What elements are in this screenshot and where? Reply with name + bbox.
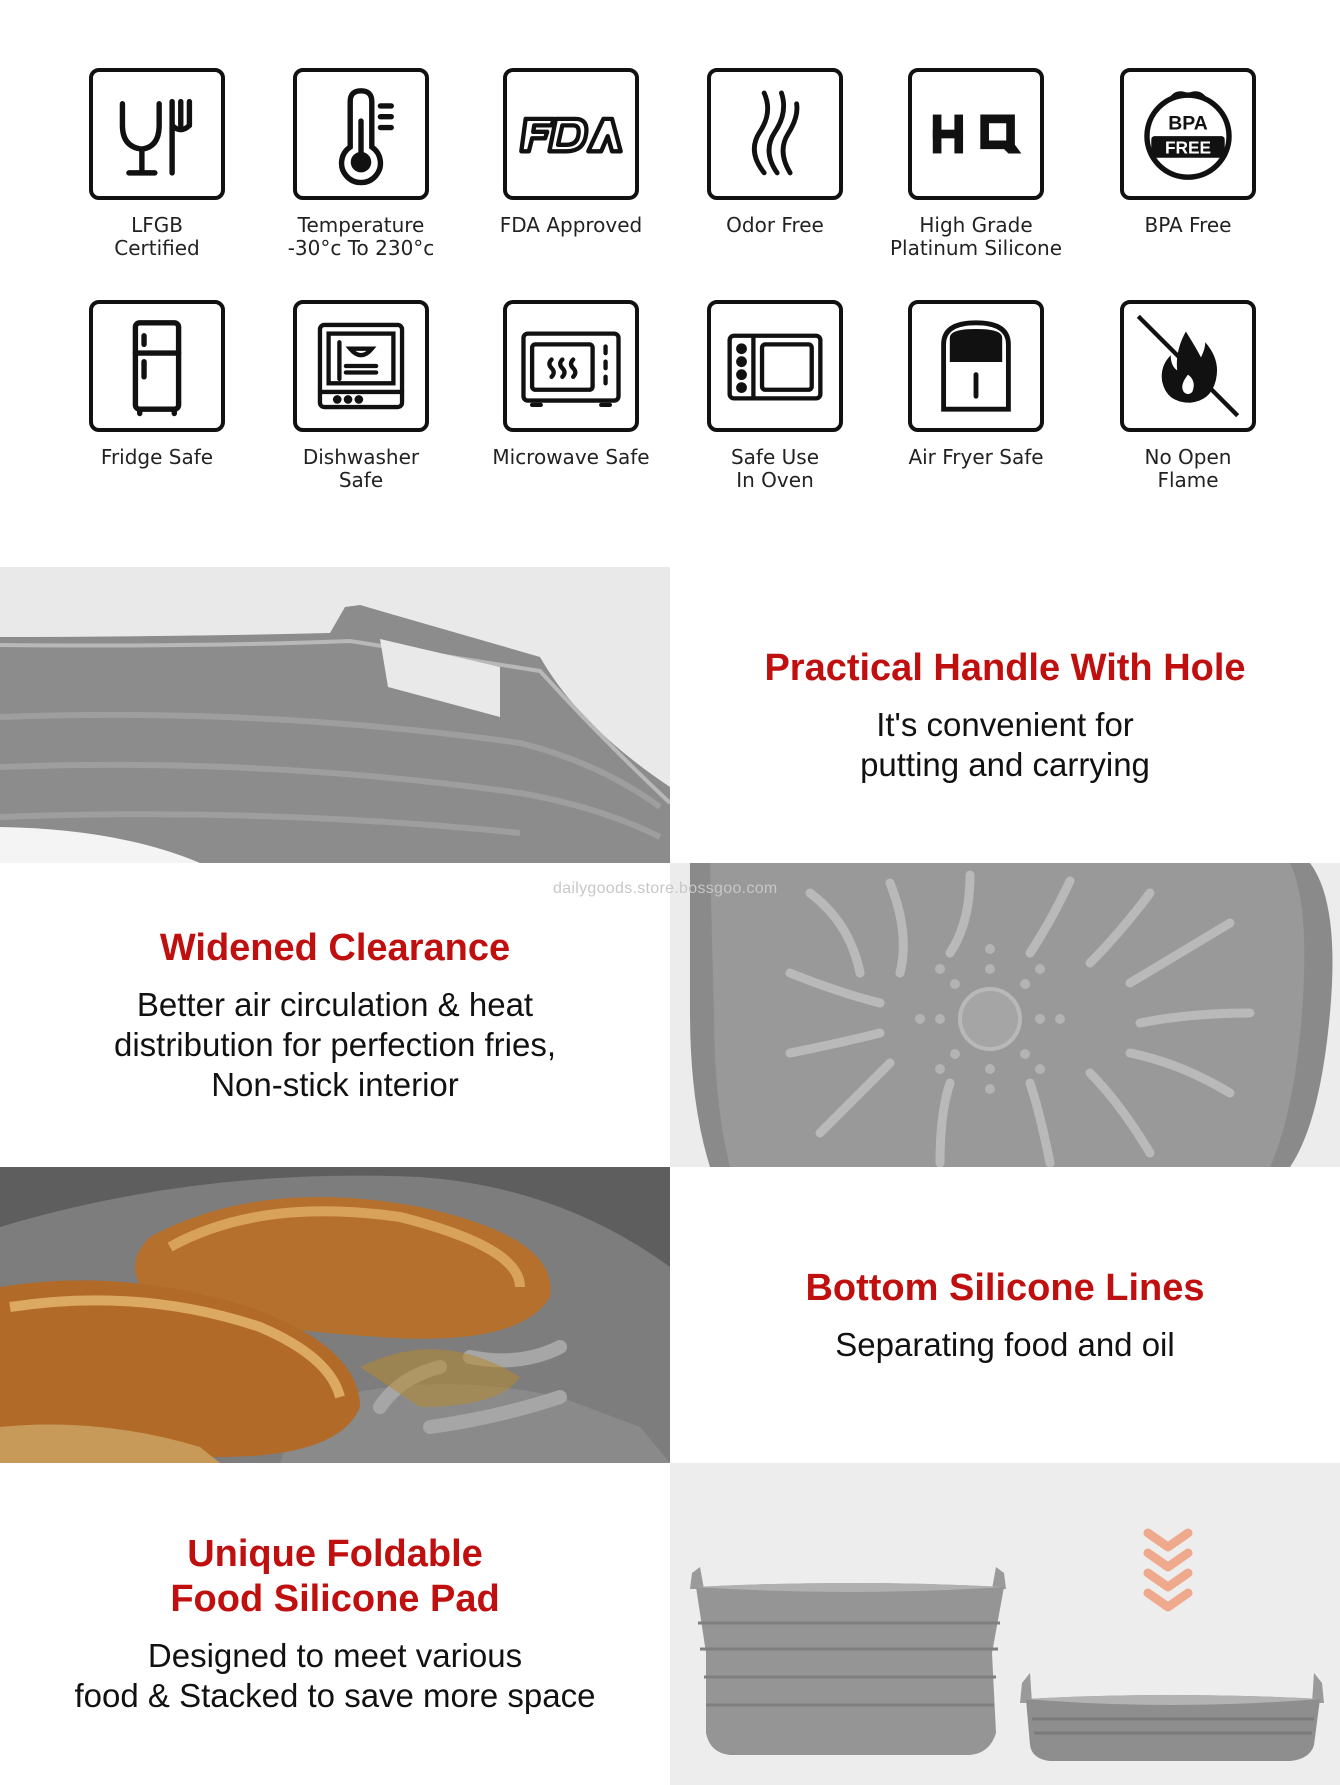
clearance-text bbox=[0, 863, 670, 1167]
badge-lfgb bbox=[57, 68, 257, 260]
chicken-photo bbox=[0, 1167, 670, 1463]
badge-label: FDA Approved bbox=[499, 213, 643, 237]
feature-description: Separating food and oil bbox=[835, 1325, 1175, 1363]
dishwasher-icon bbox=[307, 312, 415, 420]
badge-label: BPA Free bbox=[1144, 213, 1232, 237]
clearance-photo-illustration bbox=[670, 863, 1340, 1167]
badge-air-fryer-safe bbox=[876, 300, 1076, 469]
badge-bpa-free bbox=[1088, 68, 1288, 237]
badge-label: Fridge Safe bbox=[100, 445, 214, 469]
watermark-text: dailygoods.store.bossgoo.com bbox=[553, 880, 778, 897]
badge-no-open-flame bbox=[1088, 300, 1288, 492]
feature-title: Practical Handle With Hole bbox=[764, 646, 1246, 689]
feature-clearance-row bbox=[0, 863, 1340, 1167]
badge-label: Microwave Safe bbox=[492, 445, 650, 469]
badge-microwave-safe bbox=[471, 300, 671, 469]
feature-silicone-lines-row bbox=[0, 1167, 1340, 1463]
feature-foldable-row bbox=[0, 1463, 1340, 1785]
chicken-photo-illustration bbox=[0, 1167, 670, 1463]
fridge-icon bbox=[103, 312, 211, 420]
feature-title: Bottom Silicone Lines bbox=[805, 1266, 1205, 1309]
fda-logo-icon bbox=[517, 80, 625, 188]
feature-description: It's convenient for putting and carrying bbox=[860, 705, 1150, 783]
cutlery-glass-icon bbox=[103, 80, 211, 188]
feature-description: Designed to meet various food & Stacked to save more space bbox=[74, 1637, 596, 1714]
foldable-photo-illustration bbox=[670, 1463, 1340, 1785]
badge-label: Odor Free bbox=[726, 213, 824, 237]
handle-photo-illustration bbox=[0, 567, 670, 863]
thermometer-icon bbox=[307, 80, 415, 188]
badge-oven-safe bbox=[675, 300, 875, 492]
certification-grid bbox=[0, 0, 1340, 560]
oven-icon bbox=[721, 312, 829, 420]
hq-icon bbox=[922, 80, 1030, 188]
badge-label: Temperature -30°c To 230°c bbox=[287, 213, 435, 260]
badge-fridge-safe bbox=[57, 300, 257, 469]
badge-label: Air Fryer Safe bbox=[908, 445, 1044, 469]
silicone-lines-text bbox=[670, 1167, 1340, 1463]
bpa-free-seal-icon bbox=[1134, 80, 1242, 188]
badge-label: High Grade Platinum Silicone bbox=[889, 213, 1063, 260]
feature-title: Widened Clearance bbox=[159, 926, 511, 969]
no-flame-icon bbox=[1134, 312, 1242, 420]
badge-label: No Open Flame bbox=[1144, 445, 1232, 492]
feature-handle-row bbox=[0, 567, 1340, 863]
handle-photo bbox=[0, 567, 670, 863]
badge-odor-free bbox=[675, 68, 875, 237]
odor-waves-icon bbox=[721, 80, 829, 188]
badge-label: Dishwasher Safe bbox=[302, 445, 420, 492]
feature-description: Better air circulation & heat distribution for perfection fries, Non-stick interior bbox=[113, 985, 557, 1103]
badge-label: LFGB Certified bbox=[114, 213, 200, 260]
badge-fda bbox=[471, 68, 671, 237]
handle-text bbox=[670, 567, 1340, 863]
bpa-seal-top-text: BPA bbox=[1168, 112, 1208, 135]
badge-high-grade bbox=[876, 68, 1076, 260]
air-fryer-icon bbox=[922, 312, 1030, 420]
microwave-icon bbox=[517, 312, 625, 420]
bpa-seal-bottom-text: FREE bbox=[1164, 137, 1212, 158]
feature-title: Unique Foldable Food Silicone Pad bbox=[170, 1533, 500, 1620]
badge-dishwasher-safe bbox=[261, 300, 461, 492]
clearance-photo bbox=[670, 863, 1340, 1167]
badge-temperature bbox=[261, 68, 461, 260]
foldable-text bbox=[0, 1463, 670, 1785]
badge-label: Safe Use In Oven bbox=[730, 445, 820, 492]
foldable-photo bbox=[670, 1463, 1340, 1785]
